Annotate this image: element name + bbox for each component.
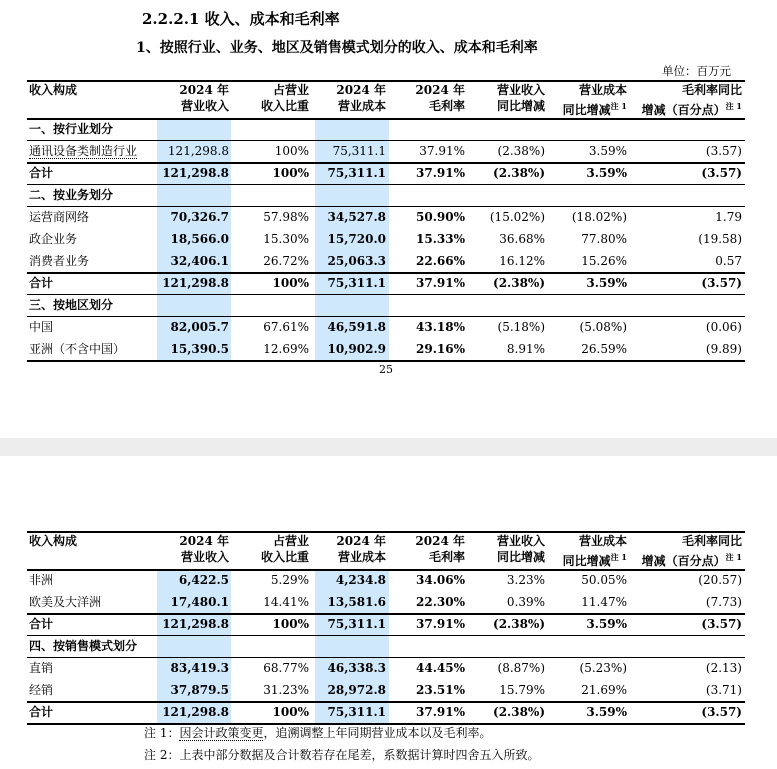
- column-header-line2: 同比增减: [496, 550, 545, 564]
- table-cell: (3.57): [705, 144, 742, 158]
- column-header-line2: 同比增减$^{注 1}$: [562, 552, 627, 568]
- table-cell: 50.90%: [416, 210, 465, 224]
- table-cell: 57.98%: [263, 210, 309, 224]
- table-cell: (15.02%): [489, 210, 545, 224]
- table-cell: 67.61%: [263, 320, 309, 334]
- column-header-line2: 同比增减: [496, 99, 545, 113]
- table-cell: 3.59%: [586, 276, 627, 290]
- column-header-line2: 同比增减$^{注 1}$: [562, 101, 627, 117]
- table-cell: 17,480.1: [170, 595, 229, 609]
- table-cell: 23.51%: [416, 683, 465, 697]
- note-1-text: ，追溯调整上年同期营业成本以及毛利率。: [263, 726, 492, 740]
- column-header-line1: 营业收入: [496, 534, 545, 548]
- table-cell: 10,902.9: [327, 342, 386, 356]
- column-header-line1: 毛利率同比: [681, 83, 742, 97]
- table-cell: 36.68%: [499, 232, 545, 246]
- table-cell: (18.02%): [571, 210, 627, 224]
- column-header-line1: 占营业: [272, 534, 309, 548]
- table-top-rule: [27, 531, 745, 533]
- section-heading: 2.2.2.1 收入、成本和毛利率: [142, 10, 340, 28]
- table-cell: 75,311.1: [327, 705, 386, 719]
- footnote-marker: 注 1: [610, 552, 627, 562]
- table-cell: 15,390.5: [170, 342, 229, 356]
- column-header-line1: 营业成本: [578, 534, 627, 548]
- column-header-line1: 2024 年: [336, 83, 386, 97]
- table-cell: 13,581.6: [327, 595, 386, 609]
- table-cell: 121,298.8: [162, 617, 229, 631]
- row-label: 欧美及大洋洲: [29, 595, 102, 609]
- column-header-line1: 毛利率同比: [681, 534, 742, 548]
- column-header-line2: 营业成本: [337, 99, 386, 113]
- table-cell: (2.13): [705, 661, 742, 675]
- table-cell: 68.77%: [263, 661, 309, 675]
- header-rule: [27, 118, 745, 120]
- revenue-table-part1: [27, 80, 745, 355]
- table-cell: 43.18%: [416, 320, 465, 334]
- table-cell: 37.91%: [419, 144, 465, 158]
- column-header-line2: 增减（百分点）$^{注 1}$: [641, 552, 742, 568]
- column-header: [336, 533, 386, 565]
- footnote-marker: 注 1: [725, 101, 742, 111]
- page-gap: [0, 438, 777, 456]
- table-cell: (3.57): [701, 166, 742, 180]
- table-cell: (3.57): [701, 705, 742, 719]
- column-header-line2: 营业收入: [180, 550, 229, 564]
- table-bottom-rule: [27, 360, 745, 362]
- note-2: 注 2：上表中部分数据及合计数若存在尾差，系数据计算时四舍五入所致。: [144, 748, 540, 762]
- table-cell: 82,005.7: [170, 320, 229, 334]
- section-label: 一、按行业划分: [29, 122, 114, 136]
- table-cell: 29.16%: [416, 342, 465, 356]
- table-cell: 26.59%: [581, 342, 627, 356]
- table-cell: 3.23%: [506, 573, 545, 587]
- table-cell: 121,298.8: [162, 705, 229, 719]
- note-1-prefix: 注 1：: [144, 726, 180, 740]
- table-cell: 75,311.1: [332, 144, 386, 158]
- table-cell: 0.39%: [506, 595, 545, 609]
- total-label: 合计: [29, 705, 54, 719]
- table-cell: 3.59%: [586, 166, 627, 180]
- row-label: [29, 140, 137, 162]
- table-cell: 4,234.8: [335, 573, 386, 587]
- table-cell: 5.29%: [270, 573, 309, 587]
- column-header: [563, 533, 627, 569]
- column-header-line2: 收入比重: [260, 99, 309, 113]
- column-header-line1: 营业成本: [578, 83, 627, 97]
- footnote-marker: 注 1: [610, 101, 627, 111]
- total-label: 合计: [29, 617, 54, 631]
- table-cell: 28,972.8: [327, 683, 386, 697]
- row-label: 直销: [29, 661, 54, 675]
- table-cell: 15,720.0: [327, 232, 386, 246]
- table-cell: 3.59%: [586, 617, 627, 631]
- table-cell: 44.45%: [416, 661, 465, 675]
- table-cell: 34.06%: [416, 573, 465, 587]
- table-cell: 37.91%: [416, 276, 465, 290]
- column-header: [29, 82, 77, 98]
- table-cell: 75,311.1: [327, 276, 386, 290]
- table-cell: 3.59%: [588, 144, 627, 158]
- table-cell: (2.38%): [493, 705, 545, 719]
- table-cell: (3.71): [705, 683, 742, 697]
- table-cell: 100%: [274, 144, 309, 158]
- table-cell: (5.08%): [579, 320, 627, 334]
- row-label: 非洲: [29, 573, 54, 587]
- row-label-text[interactable]: 通讯设备类制造行业: [29, 144, 138, 158]
- column-header-line2: 增减（百分点）$^{注 1}$: [641, 101, 742, 117]
- table-cell: 18,566.0: [170, 232, 229, 246]
- table-cell: 21.69%: [581, 683, 627, 697]
- column-header: [179, 82, 229, 114]
- row-label: 亚洲（不含中国）: [29, 342, 126, 356]
- column-header-line1: 2024 年: [415, 83, 465, 97]
- column-header-line2: 营业成本: [337, 550, 386, 564]
- table-cell: 15.30%: [263, 232, 309, 246]
- row-rule: [27, 294, 745, 295]
- table-cell: 75,311.1: [327, 166, 386, 180]
- table-cell: 22.30%: [416, 595, 465, 609]
- table-cell: 37.91%: [416, 705, 465, 719]
- column-header: [29, 533, 77, 549]
- column-header-line1: 占营业: [272, 83, 309, 97]
- table-cell: 100%: [272, 166, 309, 180]
- note-1: [144, 724, 491, 741]
- table-cell: 34,527.8: [327, 210, 386, 224]
- table-cell: 37.91%: [416, 617, 465, 631]
- column-header-line1: 2024 年: [179, 83, 229, 97]
- table-cell: 121,298.8: [162, 276, 229, 290]
- note-1-link[interactable]: 因会计政策变更: [179, 726, 264, 740]
- revenue-table-part2: [27, 531, 745, 721]
- column-header: [497, 533, 545, 565]
- row-label: 政企业务: [29, 232, 78, 246]
- total-rule: [27, 701, 745, 703]
- table-cell: (3.57): [701, 617, 742, 631]
- section-label: 四、按销售模式划分: [29, 639, 138, 653]
- table-cell: (3.57): [701, 276, 742, 290]
- table-cell: 46,591.8: [327, 320, 386, 334]
- column-header-line1: 收入构成: [29, 534, 78, 548]
- column-header-line1: 收入构成: [29, 83, 78, 97]
- column-header: [642, 82, 742, 118]
- column-header: [336, 82, 386, 114]
- row-rule: [27, 316, 745, 317]
- table-cell: (2.38%): [497, 144, 545, 158]
- column-header: [261, 533, 309, 565]
- table-cell: (9.89): [705, 342, 742, 356]
- row-label: 经销: [29, 683, 54, 697]
- table-cell: 37.91%: [416, 166, 465, 180]
- column-header-line1: 2024 年: [415, 534, 465, 548]
- column-header-line2: 营业收入: [180, 99, 229, 113]
- column-header: [179, 533, 229, 565]
- table-cell: 26.72%: [263, 254, 309, 268]
- total-rule: [27, 613, 745, 615]
- table-cell: 6,422.5: [178, 573, 229, 587]
- table-cell: 121,298.8: [162, 166, 229, 180]
- table-cell: 50.05%: [581, 573, 627, 587]
- table-cell: 83,419.3: [170, 661, 229, 675]
- page-number: 25: [379, 363, 393, 376]
- table-cell: (2.38%): [493, 276, 545, 290]
- table-cell: 15.33%: [416, 232, 465, 246]
- column-header-line1: 2024 年: [336, 534, 386, 548]
- table-cell: 70,326.7: [170, 210, 229, 224]
- table-cell: 100%: [272, 617, 309, 631]
- table-cell: 12.69%: [263, 342, 309, 356]
- table-cell: 0.57: [715, 254, 742, 268]
- table-cell: 77.80%: [581, 232, 627, 246]
- column-header: [563, 82, 627, 118]
- table-cell: 121,298.8: [167, 144, 229, 158]
- table-cell: 37,879.5: [170, 683, 229, 697]
- column-header: [497, 82, 545, 114]
- row-rule: [27, 206, 745, 207]
- total-rule: [27, 162, 745, 164]
- total-label: 合计: [29, 166, 54, 180]
- table-cell: 15.79%: [499, 683, 545, 697]
- table-cell: 31.23%: [263, 683, 309, 697]
- table-cell: 100%: [272, 705, 309, 719]
- table-top-rule: [27, 80, 745, 82]
- column-header-line1: 营业收入: [496, 83, 545, 97]
- header-rule: [27, 569, 745, 571]
- total-label: 合计: [29, 276, 54, 290]
- table-cell: 15.26%: [581, 254, 627, 268]
- row-label: 消费者业务: [29, 254, 90, 268]
- table-cell: (5.23%): [579, 661, 627, 675]
- table-cell: 75,311.1: [327, 617, 386, 631]
- column-header-line1: 2024 年: [179, 534, 229, 548]
- table-cell: (2.38%): [493, 166, 545, 180]
- table-cell: 100%: [272, 276, 309, 290]
- footnote-marker: 注 1: [725, 552, 742, 562]
- table-cell: (20.57): [698, 573, 742, 587]
- sub-heading: 1、按照行业、业务、地区及销售模式划分的收入、成本和毛利率: [136, 40, 538, 56]
- table-cell: (19.58): [698, 232, 742, 246]
- table-cell: 3.59%: [586, 705, 627, 719]
- row-rule: [27, 657, 745, 658]
- total-rule: [27, 272, 745, 274]
- table-cell: 1.79: [715, 210, 742, 224]
- table-cell: 25,063.3: [327, 254, 386, 268]
- column-header-line2: 收入比重: [260, 550, 309, 564]
- table-cell: (5.18%): [497, 320, 545, 334]
- table-cell: 16.12%: [499, 254, 545, 268]
- row-label: 运营商网络: [29, 210, 90, 224]
- table-cell: (2.38%): [493, 617, 545, 631]
- table-cell: (0.06): [705, 320, 742, 334]
- table-cell: (8.87%): [497, 661, 545, 675]
- column-header-line2: 毛利率: [428, 550, 465, 564]
- column-header: [642, 533, 742, 569]
- row-rule: [27, 184, 745, 185]
- row-label: 中国: [29, 320, 54, 334]
- column-header: [415, 82, 465, 114]
- table-cell: 14.41%: [263, 595, 309, 609]
- column-header: [415, 533, 465, 565]
- table-cell: 11.47%: [581, 595, 627, 609]
- column-header: [261, 82, 309, 114]
- section-label: 三、按地区划分: [29, 298, 114, 312]
- table-cell: 32,406.1: [170, 254, 229, 268]
- unit-label: 单位：百万元: [662, 64, 731, 78]
- column-header-line2: 毛利率: [428, 99, 465, 113]
- table-cell: (7.73): [705, 595, 742, 609]
- table-cell: 22.66%: [416, 254, 465, 268]
- table-cell: 8.91%: [506, 342, 545, 356]
- table-cell: 46,338.3: [327, 661, 386, 675]
- section-label: 二、按业务划分: [29, 188, 114, 202]
